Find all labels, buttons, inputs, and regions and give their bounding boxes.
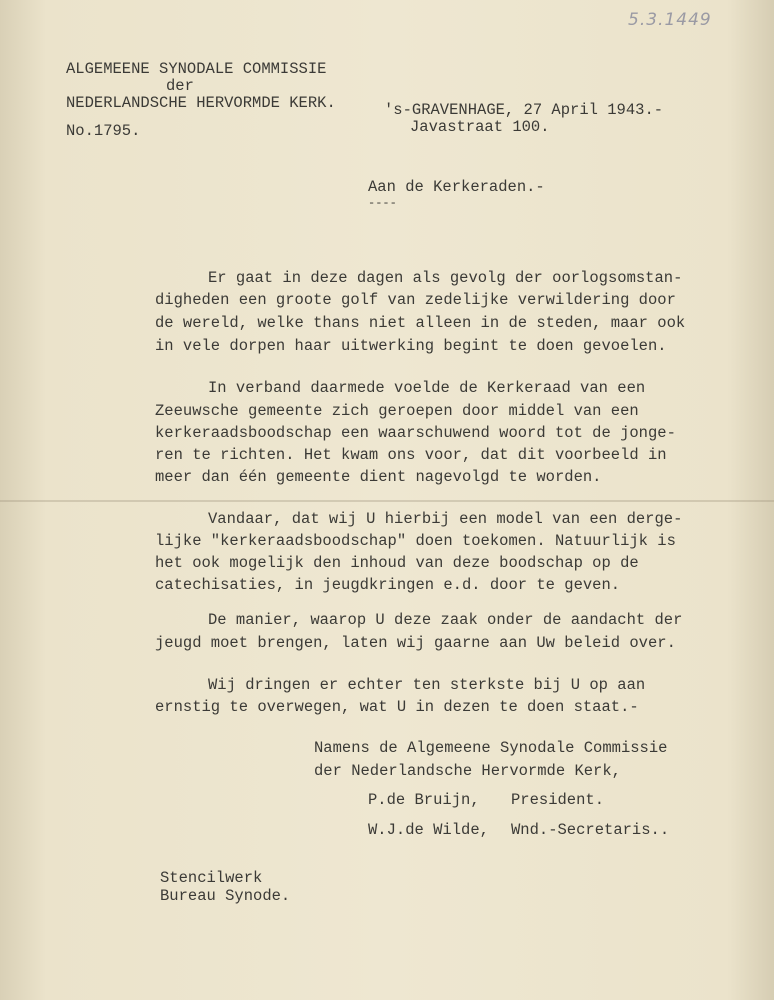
body-line: kerkeraadsboodschap een waarschuwend woord tot de jonge- [155, 424, 676, 442]
body-line: catechisaties, in jeugdkringen e.d. door te geven. [155, 576, 621, 594]
body-line: lijke "kerkeraadsboodschap" doen toekomen. Natuurlijk is [155, 532, 676, 550]
body-line: Er gaat in deze dagen als gevolg der oorlogsomstan- [208, 269, 683, 287]
signatory-role-1: President. [511, 791, 605, 809]
addressee: Aan de Kerkeraden.- [368, 178, 545, 196]
address: Javastraat 100. [410, 118, 550, 136]
org-line-3: NEDERLANDSCHE HERVORMDE KERK. [66, 94, 336, 112]
body-line: Wij dringen er echter ten sterkste bij U op aan [208, 676, 646, 694]
body-line: Vandaar, dat wij U hierbij een model van een derge- [208, 510, 683, 528]
document-number: No.1795. [66, 122, 141, 140]
org-line-2: der [166, 77, 194, 95]
signatory-name-1: P.de Bruijn, [368, 791, 480, 809]
signature-line-1: Namens de Algemeene Synodale Commissie [314, 739, 668, 757]
body-line: in vele dorpen haar uitwerking begint te doen gevoelen. [155, 337, 667, 355]
footer-line-1: Stencilwerk [160, 869, 263, 887]
body-line: jeugd moet brengen, laten wij gaarne aan Uw beleid over. [155, 634, 676, 652]
body-line: de wereld, welke thans niet alleen in de steden, maar ook [155, 314, 686, 332]
signatory-name-2: W.J.de Wilde, [368, 821, 489, 839]
addressee-underline: ---- [368, 196, 397, 210]
paper-fold [0, 500, 774, 502]
body-line: digheden een groote golf van zedelijke verwildering door [155, 291, 676, 309]
body-line: meer dan één gemeente dient nagevolgd te worden. [155, 468, 602, 486]
body-line: Zeeuwsche gemeente zich geroepen door middel van een [155, 402, 639, 420]
body-line: De manier, waarop U deze zaak onder de aandacht der [208, 611, 683, 629]
signatory-role-2: Wnd.-Secretaris.. [511, 821, 670, 839]
footer-line-2: Bureau Synode. [160, 887, 291, 905]
org-line-1: ALGEMEENE SYNODALE COMMISSIE [66, 60, 327, 78]
body-line: ren te richten. Het kwam ons voor, dat dit voorbeeld in [155, 446, 667, 464]
body-line: ernstig te overwegen, wat U in dezen te doen staat.- [155, 698, 639, 716]
place-date: 's-GRAVENHAGE, 27 April 1943.- [384, 101, 664, 119]
body-line: het ook mogelijk den inhoud van deze boodschap op de [155, 554, 639, 572]
body-line: In verband daarmede voelde de Kerkeraad van een [208, 379, 646, 397]
signature-line-2: der Nederlandsche Hervormde Kerk, [314, 762, 621, 780]
archive-reference: 5.3.1449 [628, 10, 712, 30]
